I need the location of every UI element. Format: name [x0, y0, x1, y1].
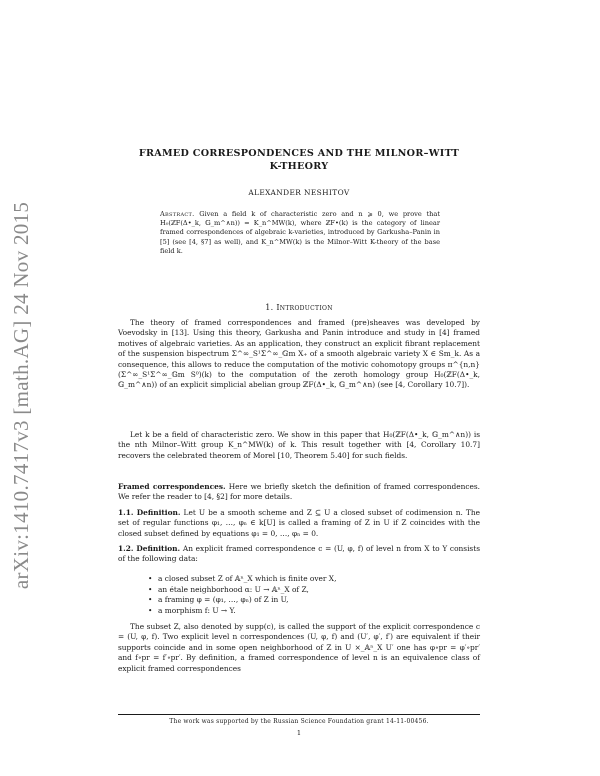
abstract-label: Abstract.: [160, 210, 195, 218]
section-heading: [118, 303, 480, 312]
abstract-text: Given a field k of characteristic zero and n ⩾ 0, we prove that H₀(ℤF(Δ•_k, 𝔾_m^∧n)) = K_n^MW(k), where ℤF•(k) is the category of linear framed correspondences of algebraic k-varieties, introduced by Garkusha–Panin in [5] (see [4, §7] as well), and K_n^MW(k) is the Milnor–Witt K-theory of the base field k.: [160, 210, 440, 255]
title-line-1: FRAMED CORRESPONDENCES AND THE MILNOR–WITT: [138, 148, 460, 159]
definition-1-1-heading: 1.1. Definition.: [118, 508, 181, 517]
definition-bullet-list: [148, 574, 478, 616]
list-item: • a morphism f: U → Y.: [148, 606, 478, 617]
page-number: 1: [296, 729, 302, 737]
definition-1-1-text: Let U be a smooth scheme and Z ⊆ U a closed subset of codimension n. The set of regular functions φ₁, …, φₙ ∈ k[U] is called a framing of Z in U if Z coincides with the closed subset defined by equations φ₁ = 0, …, φₙ = 0.: [118, 508, 480, 538]
section-number: 1.: [265, 303, 274, 312]
definition-1-2: [118, 544, 480, 565]
section-title: Introduction: [276, 303, 333, 312]
intro-paragraph-1: The theory of framed correspondences and framed (pre)sheaves was developed by Voevodsky in [13]. Using this theory, Garkusha and Panin introduce and study in [4] framed motives of algebraic varieties. As an application, they construct an explicit fibrant replacement of the suspension bispectrum Σ^∞_S¹Σ^∞_𝔾m X₊ of a smooth algebraic variety X ∈ Sm_k. As a consequence, this allows to reduce the computation of the motivic cohomotopy groups π^{n,n}(Σ^∞_S¹Σ^∞_𝔾m S⁰)(k) to the computation of the zeroth homology group H₀(ℤF(Δ•_k, 𝔾_m^∧n)) of an explicit simplicial abelian group ℤF(Δ•_k, 𝔾_m^∧n) (see [4, Corollary 10.7]).: [118, 318, 480, 390]
funding-footnote: The work was supported by the Russian Science Foundation grant 14-11-00456.: [169, 718, 429, 725]
abstract: [160, 210, 440, 256]
footnote-divider: [118, 714, 480, 715]
paper-title: [118, 147, 480, 173]
definition-1-2-heading: 1.2. Definition.: [118, 544, 181, 553]
arxiv-identifier: arXiv:1410.7417v3 [math.AG] 24 Nov 2015: [9, 201, 34, 589]
support-paragraph: The subset Z, also denoted by supp(c), is called the support of the explicit correspondence c = (U, φ, f). Two explicit level n correspondences (U, φ, f) and (U′, φ′, f′) are equivalent if their supports coincide and in some open neighborhood of Z in U ×_𝔸ⁿ_X U′ one has φ∘pr = φ′∘pr′ and f∘pr = f′∘pr′. By definition, a framed correspondence of level n is an equivalence class of explicit framed correspondences: [118, 622, 480, 673]
arxiv-stamp: [4, 160, 40, 630]
framed-correspondences-text: Here we briefly sketch the definition of framed correspondences. We refer the reader to [4, §2] for more details.: [118, 482, 480, 502]
definition-1-2-text: An explicit framed correspondence c = (U, φ, f) of level n from X to Y consists of the following data:: [118, 544, 480, 564]
list-item: • an étale neighborhood α: U → 𝔸ⁿ_X of Z,: [148, 585, 478, 596]
title-line-2: K-THEORY: [269, 161, 329, 172]
list-item: • a closed subset Z of 𝔸ⁿ_X which is finite over X,: [148, 574, 478, 585]
framed-correspondences-paragraph: [118, 482, 480, 503]
intro-paragraph-2: Let k be a field of characteristic zero. We show in this paper that H₀(ℤF(Δ•_k, 𝔾_m^∧n)) is the nth Milnor–Witt group K_n^MW(k) of k. This result together with [4, Corollary 10.7] recovers the celebrated theorem of Morel [10, Theorem 5.40] for such fields.: [118, 430, 480, 460]
list-item: • a framing φ = (φ₁, …, φₙ) of Z in U,: [148, 595, 478, 606]
author-name: ALEXANDER NESHITOV: [248, 188, 350, 197]
framed-correspondences-heading: Framed correspondences.: [118, 482, 226, 491]
definition-1-1: [118, 508, 480, 539]
